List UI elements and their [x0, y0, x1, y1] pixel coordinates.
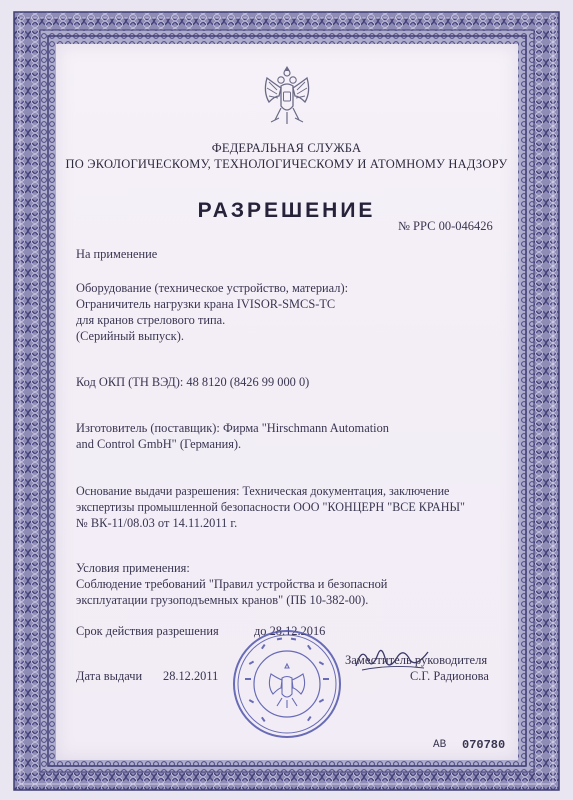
document-title: РАЗРЕШЕНИЕ [197, 199, 376, 222]
signer-title: Заместитель руководителя [345, 653, 488, 667]
conditions-line: Соблюдение требований "Правил устройства и безопасной [76, 577, 388, 591]
equipment-line: Ограничитель нагрузки крана IVISOR-SMCS-TC [76, 297, 336, 311]
conditions-line: эксплуатации грузоподъемных кранов" (ПБ 10-382-00). [76, 593, 369, 607]
okp-code: Код ОКП (ТН ВЭД): 48 8120 (8426 99 000 0) [76, 375, 310, 389]
equipment-label: Оборудование (техническое устройство, материал): [76, 281, 349, 295]
official-stamp-icon [231, 628, 343, 740]
series-code: АВ [433, 739, 447, 751]
agency-name-line2: ПО ЭКОЛОГИЧЕСКОМУ, ТЕХНОЛОГИЧЕСКОМУ И АТОМНОМУ НАДЗОРУ [65, 157, 508, 171]
validity-label: Срок действия разрешения [76, 624, 219, 638]
basis-line: № ВК-11/08.03 от 14.11.2011 г. [76, 516, 238, 530]
coat-of-arms-emblem-icon [259, 62, 315, 130]
basis-line: экспертизы промышленной безопасности ООО "КОНЦЕРН "ВСЕ КРАНЫ" [76, 500, 465, 514]
issue-date-value: 28.12.2011 [163, 669, 219, 683]
issue-date-label: Дата выдачи [76, 669, 143, 683]
validity-value: до 28.12.2016 [254, 624, 326, 638]
basis-line: Основание выдачи разрешения: Техническая документация, заключение [76, 484, 450, 498]
conditions-heading: Условия применения: [76, 561, 190, 575]
signer-name: С.Г. Радионова [410, 669, 489, 683]
manufacturer-line: and Control GmbH" (Германия). [76, 437, 242, 451]
permit-number: № РРС 00-046426 [398, 219, 493, 233]
equipment-line: (Серийный выпуск). [76, 329, 184, 343]
equipment-line: для кранов стрелового типа. [76, 313, 226, 327]
serial-number: 070780 [462, 738, 506, 752]
manufacturer-line: Изготовитель (поставщик): Фирма "Hirschmann Automation [76, 421, 389, 435]
application-label: На применение [76, 247, 158, 261]
agency-name-line1: ФЕДЕРАЛЬНАЯ СЛУЖБА [211, 141, 362, 155]
